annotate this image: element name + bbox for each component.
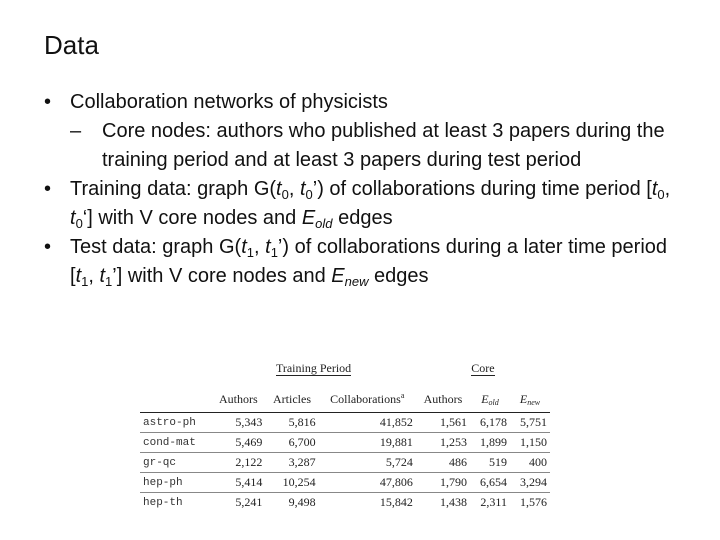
table-cell: 9,498 [288,495,316,509]
table-row [140,493,550,513]
dataset-name-cell: hep-ph [140,473,211,493]
bullet-dot-icon: • [44,178,52,200]
table-cell: 5,469 [211,433,265,453]
table-cell: 41,852 [319,413,416,433]
table-cell: 6,654 [470,473,510,493]
table-cell: 1,576 [520,495,547,509]
bullet-dot-icon: • [44,236,52,258]
table-cell: 1,438 [440,495,467,509]
table-cell: 5,724 [319,453,416,473]
bullet-list [44,88,684,291]
table-cell: 5,816 [265,413,318,433]
table-row [140,433,550,453]
training-period-header: Training Period [275,360,352,375]
table-column-headers [140,386,550,413]
column-header: $E_{new}$ [510,386,550,413]
slide-title: Data [44,30,99,60]
table-cell: 5,241 [235,495,263,509]
dash-icon: – [70,120,82,142]
table-group-header [140,350,550,386]
table-cell: 19,881 [319,433,416,453]
table-row [140,413,550,433]
sub-bullet-item [44,117,684,175]
bullet-item [44,175,684,233]
table-row [140,453,550,473]
table-cell: 486 [416,453,470,473]
table-cell: 400 [510,453,550,473]
table-cell: 47,806 [319,473,416,493]
table-cell: 1,150 [510,433,550,453]
bullet-item [44,88,684,117]
column-header: $E_{old}$ [470,386,510,413]
table-cell: 6,700 [265,433,318,453]
table-cell: 519 [470,453,510,473]
table-cell: 3,287 [265,453,318,473]
bullet-text: Test data: graph $G(t_1$, $t_1$’) of collaborations during a later time period [$t_1$, $t_1$’] with V core nodes and $E_{new}$ edges [70,236,668,289]
table-row [140,473,550,493]
dataset-name-cell: hep-th [143,496,183,509]
bullet-text: Training data: graph $G(t_0$, $t_0$’) of collaborations during time period [$t_0$, $t_0‘$] with V core nodes and $E_{old}$ edges [70,178,671,231]
sub-bullet-text: Core nodes: authors who published at least 3 papers during the training period and at least 3 papers during test period [102,120,665,171]
table-cell: 10,254 [265,473,318,493]
column-header: Collaborations$^a$ [319,386,416,413]
dataset-name-cell: gr-qc [140,453,211,473]
table-cell: 15,842 [379,495,413,509]
table-cell: 3,294 [510,473,550,493]
dataset-name-cell: astro-ph [140,413,211,433]
table-cell: 5,343 [211,413,265,433]
dataset-name-cell: cond-mat [140,433,211,453]
dataset-table [140,350,550,526]
table-cell: 1,561 [416,413,470,433]
core-header: Core [471,360,495,375]
table-cell: 6,178 [470,413,510,433]
table-cell: 2,122 [211,453,265,473]
table-cell: 2,311 [480,495,507,509]
column-header: Authors [416,386,470,413]
table-cell: 1,790 [416,473,470,493]
bullet-item [44,233,684,291]
table-cell: 1,899 [470,433,510,453]
column-header [140,386,211,413]
column-header: Articles [265,386,318,413]
table-cell: 1,253 [416,433,470,453]
column-header: Authors [211,386,265,413]
bullet-dot-icon: • [44,91,52,113]
bullet-text: Collaboration networks of physicists [70,91,388,113]
table-cell: 5,414 [211,473,265,493]
table-cell: 5,751 [510,413,550,433]
